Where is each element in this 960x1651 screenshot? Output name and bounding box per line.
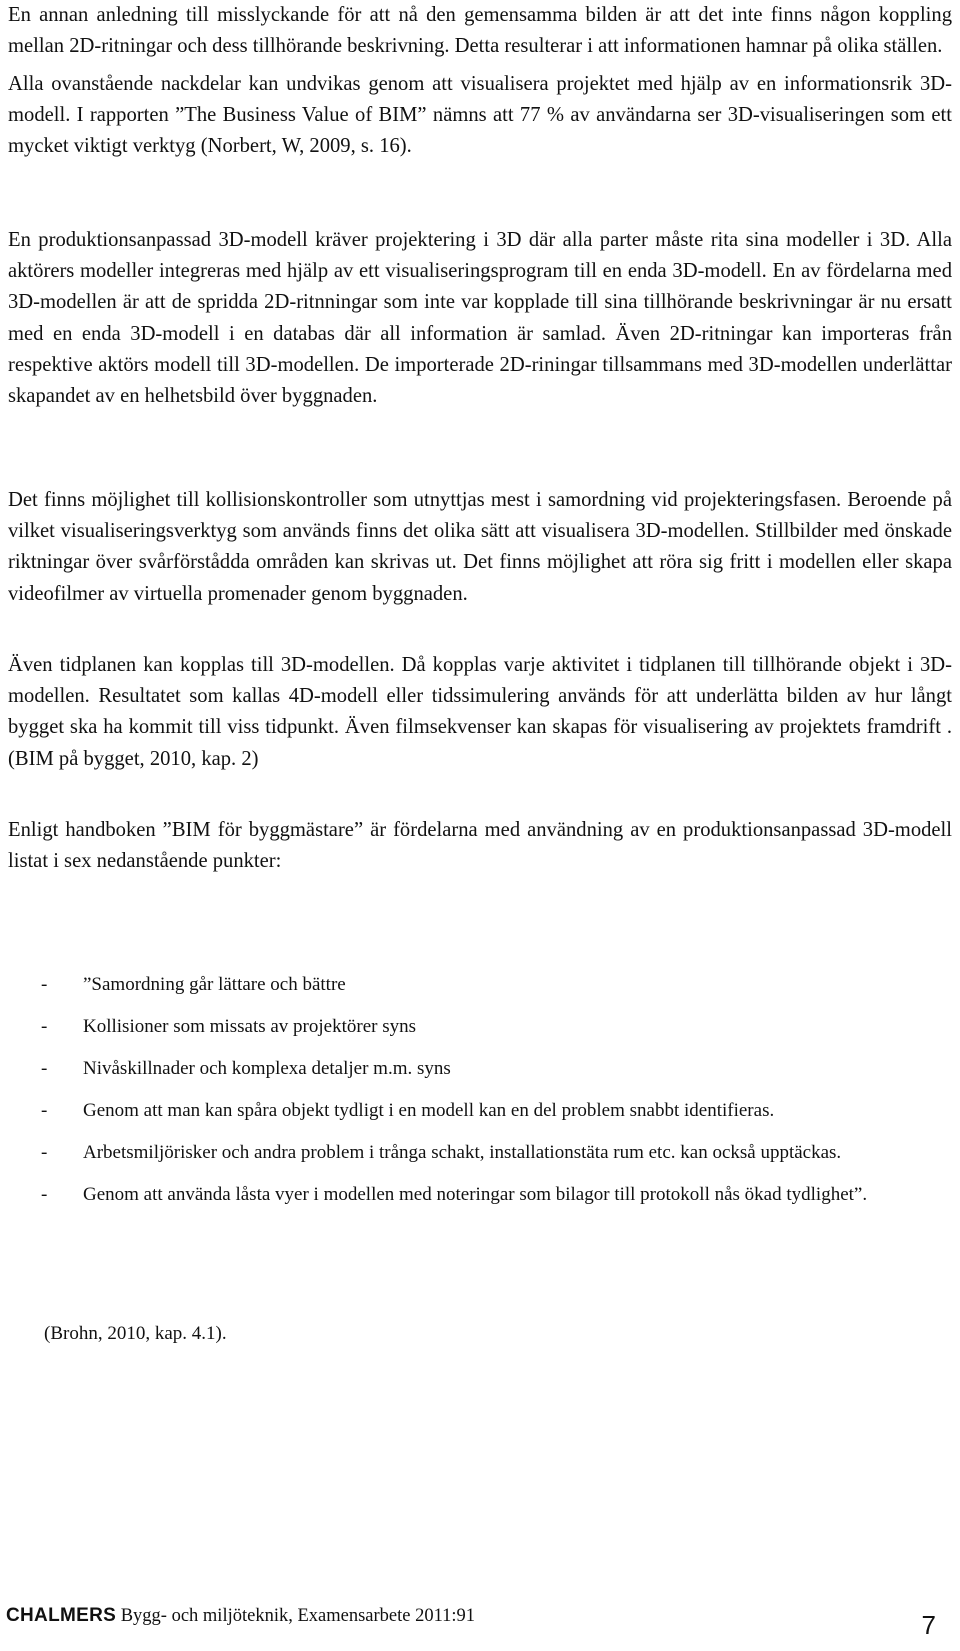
list-bullet: - [41,1184,48,1205]
list-item [8,970,952,999]
paragraph-1: En annan anledning till misslyckande för att nå den gemensamma bilden är att det inte finns någon koppling mellan 2D-ritningar och dess tillhörande beskrivning. Detta resulterar i att informationen hamnar på olika ställen. [8,4,952,58]
list-item [8,1012,952,1041]
page-number: 7 [921,1610,936,1640]
paragraph-6: Enligt handboken ”BIM för byggmästare” är fördelarna med användning av en produktionsanpassad 3D-modell listat i sex nedanstående punkter: [8,819,952,873]
citation: (Brohn, 2010, kap. 4.1). [44,1323,227,1344]
list-item [8,1054,952,1083]
paragraph-4: Det finns möjlighet till kollisionskontroller som utnyttjas mest i samordning vid projekteringsfasen. Beroende på vilket visualiseringsverktyg som används finns det olika sätt att visualisera 3D-modellen. Stillbilder med önskade riktningar över svårförstådda områden kan skrivas ut. Det finns möjlighet att röra sig fritt i modellen eller skapa videofilmer av virtuella promenader genom byggnaden. [8,489,952,605]
list-item-text: Genom att använda låsta vyer i modellen med noteringar som bilagor till protokoll nås ökad tydlighet”. [83,1184,868,1205]
page-footer [6,1604,475,1628]
list-item-text: Genom att man kan spåra objekt tydligt i en modell kan en del problem snabbt identifieras. [83,1100,775,1121]
list-bullet: - [41,1058,48,1079]
list-item-text: Arbetsmiljörisker och andra problem i trånga schakt, installationstäta rum etc. kan också upptäckas. [83,1142,842,1163]
list-bullet: - [41,1100,48,1121]
list-bullet: - [41,1016,48,1037]
footer-text: Bygg- och miljöteknik, Examensarbete 2011:91 [120,1606,476,1626]
list-bullet: - [41,974,48,995]
list-item [8,1180,952,1209]
list-item [8,1096,952,1125]
footer-brand: CHALMERS [6,1605,117,1626]
list-item-text: ”Samordning går lättare och bättre [83,974,346,995]
list-item-text: Nivåskillnader och komplexa detaljer m.m. syns [83,1058,451,1079]
list-item [8,1138,952,1167]
paragraph-3: En produktionsanpassad 3D-modell kräver projektering i 3D där alla parter måste rita sina modeller i 3D. Alla aktörers modeller integreras med hjälp av ett visualiseringsprogram till en enda 3D-modell. En av fördelarna med 3D-modellen är att de spridda 2D-ritnningar som inte var kopplade till sina tillhörande beskrivningar är nu ersatt med en enda 3D-modell i en databas där all information är samlad. Även 2D-ritningar kan importeras från respektive aktörs modell till 3D-modellen. De importerade 2D-riningar tillsammans med 3D-modellen underlättar skapandet av en helhetsbild över byggnaden. [8,229,952,408]
paragraph-2: Alla ovanstående nackdelar kan undvikas genom att visualisera projektet med hjälp av en informationsrik 3D-modell. I rapporten ”The Business Value of BIM” nämns att 77 % av användarna ser 3D-visualiseringen som ett mycket viktigt verktyg (Norbert, W, 2009, s. 16). [8,73,952,158]
list-item-text: Kollisioner som missats av projektörer syns [83,1016,416,1037]
benefits-list [8,970,952,1209]
paragraph-5: Även tidplanen kan kopplas till 3D-modellen. Då kopplas varje aktivitet i tidplanen till tillhörande objekt i 3D-modellen. Resultatet som kallas 4D-modell eller tidssimulering används för att underlätta bilden av hur långt bygget ska ha kommit till viss tidpunkt. Även filmsekvenser kan skapas för visualisering av projektets framdrift . (BIM på bygget, 2010, kap. 2) [8,654,952,770]
list-bullet: - [41,1142,48,1163]
